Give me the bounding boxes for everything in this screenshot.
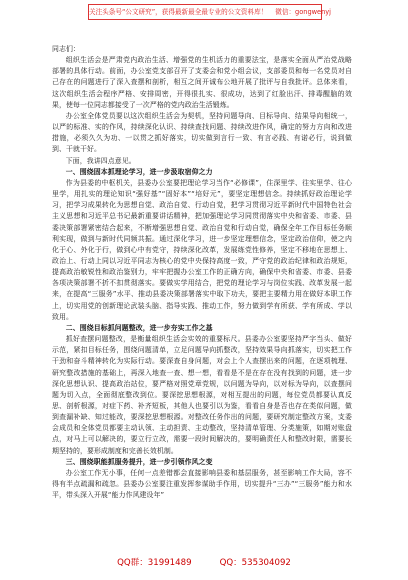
document-body — [52, 44, 352, 501]
section-heading: 一、围绕固本抓理论学习，进一步汲取宿仰之力 — [65, 167, 213, 176]
paragraph: 抓好查摆问题整改，是衡量组织生活会实效的重要标尺。县委办公室要坚持严字当头、做好示范，紧扣目标任务，围绕问题清单，立足问题导向抓整改，坚持效果导向抓落实，切实把工作干劲和奋斗精神转化为实际行动。要深查自身问题，对会上个人查摆出来的问题，在逐项梳理、研究整改措施的基础上，再深入地查一查、想一想，看看是不是在存在没有找到的问题，进一步深化思想认识、提高政治站位，要严格对照党章党规，以问题为导向，以对标为导向，以查摆问题为切入点，全面彻底整改到位。要深挖思想根源，对相互提出的问题，每位党员都要认真反思、剖析根源，对症下药、补齐短板，其他人也要引以为鉴，看看自身是否也存在类似问题，做到查漏补缺、知过能改，要深挖思想根源。对整改任务作出的问题，要研究制定整改方案，支委会成员和全体党员都要主动认领、主动担责、主动整改，坚持清单管理、分类施策，如期对账盘点，对马上可以解决的，要立行立改，需要一段时间解决的，要明确责任人和整改时限，需要长期坚持的，要形成制度和完善长效机制。 — [52, 335, 352, 455]
paragraph: 组织生活会是严肃党内政治生活、增强党的生机活力的重要法宝，是落实全面从严治党战略部署的具体行动。前面，办公室党支部召开了支委会和党小组会议，支部委员和每一名党员对自己存在的问题进行了深入查摆和剖析，相互之间开诚布公地开展了批评与自我批评。总体来看，这次组织生活会程序严格、安排周密，开得很扎实、很成功，达到了红脸出汗、排毒醒脑的效果，使每一位同志都接受了一次严格的党内政治生活锻炼。 — [52, 56, 352, 109]
section-heading: 二、围绕目标抓问题整改，进一步夯实工作之基 — [65, 323, 213, 332]
section-heading: 三、围绕职能抓服务提升，进一步引领作风之变 — [65, 457, 213, 466]
paragraph: 下面，我讲四点意见。 — [65, 156, 136, 165]
banner-wechat-text: 微信：gongwenyj — [275, 8, 332, 16]
salutation: 同志们： — [52, 45, 80, 53]
paragraph: 办公室工作无小事，任何一点差错都会直接影响县委和基层服务，甚至影响工作大局，容不得有半点疏漏和疏忽。县委办公室要注重发挥参谋助手作用，切实提升“三办”“三服务”能力和水平，带头深入开展“能力作风建设年” — [52, 468, 352, 500]
promo-banner[interactable] — [88, 4, 332, 20]
footer-contact — [0, 556, 408, 568]
paragraph: 办公室全体党员要以这次组织生活会为契机，坚持问题导向、目标导向、结果导向相统一，以严的标准、实的作风，持续深化认识、持续查找问题、持续改进作风，确定的努力方向和改进措施，必须久久为功、一以贯之抓好落实，切实做到言行一致、有言必践、有诺必行，说到做到、干就干好。 — [52, 111, 352, 154]
footer-qq: QQ：535304092 — [219, 558, 291, 568]
banner-left-text: 关注头条号“公文研究”，获得最新最全最专业的公文资料库！ — [89, 8, 268, 16]
paragraph: 作为县委的中枢机关，县委办公室要把理论学习当作“必修课”，住深里学、往实里学、往心里学，用扎实的理论知识“强好基”“固好本”“培好元”，要坚定理想信念。持续抓好政治理论学习，把学习成果转化为思想自觉、政治自觉、行动自觉，把学习贯彻习近平新时代中国特色社会主义思想和习近平总书记最新重要讲话精神，把加强理论学习同贯彻落实中央和省委、市委、县委决策部署紧密结合起来，不断增强思想自觉、政治自觉和行动自觉，确保全年工作目标任务顺利实现，做到与新时代同频共振。通过深化学习，进一步坚定理想信念，坚定政治信仰，使之内化于心、外化于行，做到心中有党守，持续深化改革，发展练党性修养，坚定不移地在思想上、政治上、行动上同以习近平同志为核心的党中央保持高度一致，严守党的政治纪律和政治规矩，提高政治敏锐性和政治鉴别力，牢牢把握办公室工作的正确方向，确保中央和省委、市委、县委各项决策部署不折不扣贯彻落实。要做实学用结合，把党的理论学习与岗位实践、改革发展一起来，在提高“三服务”水平、推动县委决策部署落实中取下功夫，要把主要精力用在做好本职工作上，切实用党的创新理论武装头脑、指导实践、推动工作，努力做到学有所获、学有所成、学以致用。 — [52, 178, 352, 321]
footer-qq-group: QQ群：31991489 — [117, 558, 192, 568]
